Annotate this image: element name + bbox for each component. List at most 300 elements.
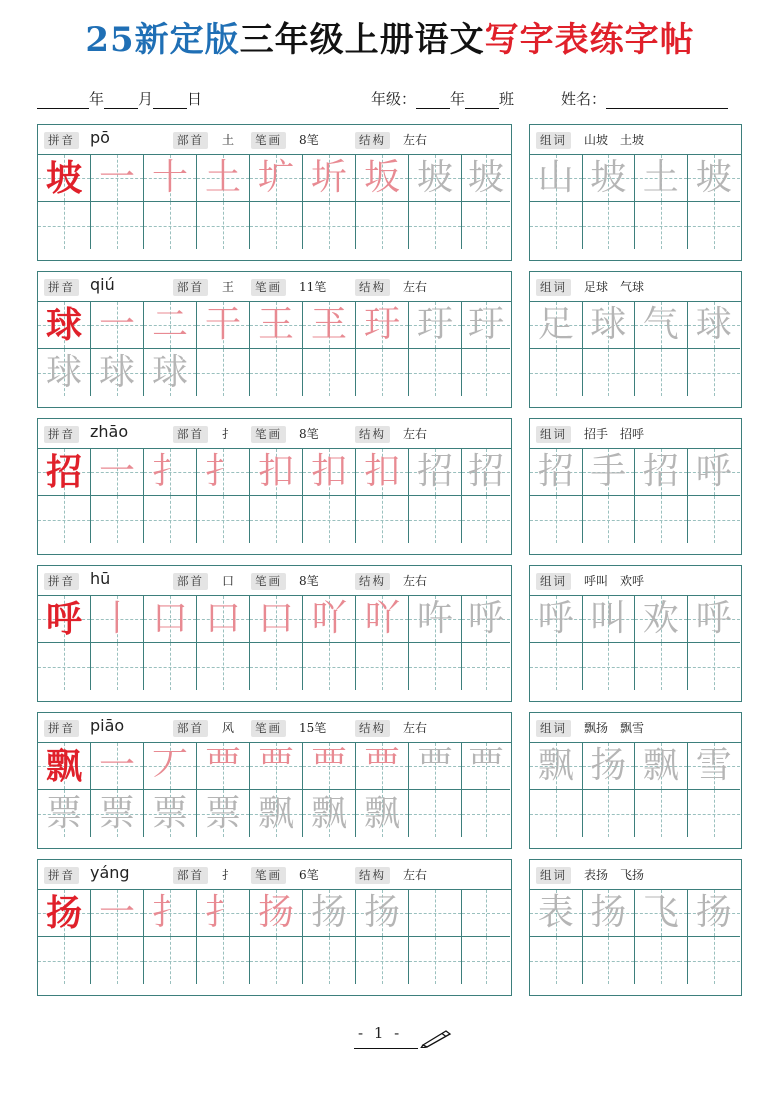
practice-cell[interactable] — [144, 743, 197, 790]
trace-character: 飘 — [257, 792, 294, 834]
words-header — [530, 125, 741, 155]
practice-cell[interactable] — [197, 890, 250, 937]
words-cell[interactable] — [635, 449, 688, 496]
practice-cell[interactable] — [91, 302, 144, 349]
grade-label: 年级： — [371, 90, 417, 108]
practice-cell[interactable] — [197, 790, 250, 837]
practice-cell[interactable] — [462, 449, 510, 496]
page-title — [0, 18, 780, 62]
words-cell[interactable] — [583, 743, 636, 790]
words-cell[interactable] — [635, 743, 688, 790]
practice-cell[interactable] — [409, 202, 462, 249]
trace-character: 玗 — [416, 304, 453, 345]
radical-value: 扌 — [222, 868, 235, 882]
practice-cell[interactable] — [144, 890, 197, 937]
title-part-2: 三年级上册语文 — [239, 20, 485, 60]
trace-character: 口 — [257, 598, 294, 639]
words-cell[interactable] — [635, 202, 688, 249]
words-cell[interactable] — [583, 496, 636, 543]
words-tag: 组词 — [536, 573, 571, 590]
words-header — [530, 272, 741, 302]
practice-cell[interactable] — [91, 155, 144, 202]
practice-cell[interactable] — [197, 155, 250, 202]
words-card-2 — [529, 271, 742, 408]
trace-character: 坡 — [416, 157, 453, 198]
practice-cell[interactable] — [356, 496, 409, 543]
trace-character: 扣 — [363, 451, 400, 492]
word-trace-character: 球 — [695, 304, 732, 345]
practice-cell[interactable] — [38, 643, 91, 690]
trace-character: 一 — [98, 304, 135, 345]
pinyin-value: hū — [90, 569, 111, 588]
strokes-tag: 笔画 — [251, 720, 286, 737]
trace-character: 呼 — [467, 598, 504, 639]
practice-cell[interactable] — [356, 743, 409, 790]
practice-cell[interactable] — [250, 496, 303, 543]
practice-cell[interactable] — [356, 449, 409, 496]
word-trace-character: 飞 — [642, 892, 679, 933]
structure-value: 左右 — [403, 574, 428, 588]
practice-cell[interactable] — [409, 302, 462, 349]
practice-cell[interactable] — [250, 890, 303, 937]
word-trace-character: 雪 — [695, 745, 732, 786]
words-cell[interactable] — [583, 202, 636, 249]
practice-cell[interactable] — [144, 496, 197, 543]
practice-cell[interactable] — [38, 937, 91, 984]
practice-cell[interactable] — [38, 449, 91, 496]
words-cell[interactable] — [530, 496, 583, 543]
practice-cell[interactable] — [462, 790, 510, 837]
words-cell[interactable] — [530, 890, 583, 937]
trace-character: 扬 — [363, 892, 400, 933]
words-cell[interactable] — [635, 496, 688, 543]
words-cell[interactable] — [688, 349, 741, 396]
practice-cell[interactable] — [462, 890, 510, 937]
words-cell[interactable] — [688, 790, 741, 837]
structure-tag: 结构 — [355, 573, 390, 590]
practice-cell[interactable] — [38, 790, 91, 837]
words-card-3 — [529, 418, 742, 555]
practice-cell[interactable] — [197, 937, 250, 984]
practice-cell[interactable] — [144, 349, 197, 396]
practice-cell[interactable] — [197, 202, 250, 249]
words-cell[interactable] — [635, 596, 688, 643]
words-card-4 — [529, 565, 742, 702]
words-cell[interactable] — [635, 349, 688, 396]
practice-cell[interactable] — [91, 596, 144, 643]
grade-year-label: 年 — [450, 90, 466, 108]
word-trace-character: 飘 — [537, 745, 574, 786]
practice-cell[interactable] — [197, 596, 250, 643]
words-cell[interactable] — [530, 349, 583, 396]
practice-cell[interactable] — [409, 449, 462, 496]
radical-value: 风 — [222, 721, 235, 735]
info-line — [37, 88, 740, 112]
words-cell[interactable] — [583, 890, 636, 937]
word-trace-character: 坡 — [695, 157, 732, 198]
words-cell[interactable] — [530, 643, 583, 690]
practice-cell[interactable] — [409, 349, 462, 396]
practice-cell[interactable] — [91, 643, 144, 690]
practice-cell[interactable] — [356, 890, 409, 937]
trace-character: 覀 — [257, 745, 294, 786]
trace-character: 王 — [257, 304, 294, 345]
trace-character: 干 — [204, 304, 241, 345]
practice-cell[interactable] — [303, 202, 356, 249]
day-label: 日 — [187, 90, 203, 108]
words-cell[interactable] — [688, 937, 741, 984]
practice-cell[interactable] — [91, 449, 144, 496]
words-value: 表扬 飞扬 — [584, 868, 645, 882]
practice-cell[interactable] — [91, 790, 144, 837]
practice-cell[interactable] — [197, 743, 250, 790]
words-cell[interactable] — [530, 302, 583, 349]
trace-character: 一 — [98, 451, 135, 492]
trace-character: 扌 — [151, 892, 188, 933]
words-cell[interactable] — [688, 155, 741, 202]
trace-character: 飘 — [310, 792, 347, 834]
word-trace-character: 手 — [590, 451, 627, 492]
practice-cell[interactable] — [303, 155, 356, 202]
trace-character: 招 — [416, 451, 453, 492]
words-cell[interactable] — [635, 937, 688, 984]
words-cell[interactable] — [688, 302, 741, 349]
card-header — [38, 566, 511, 596]
main-character: 招 — [45, 451, 82, 493]
practice-cell[interactable] — [356, 302, 409, 349]
trace-character: 丨 — [98, 598, 135, 639]
practice-cell[interactable] — [197, 302, 250, 349]
radical-tag: 部首 — [173, 867, 208, 884]
pinyin-tag: 拼音 — [44, 573, 79, 590]
word-trace-character: 呼 — [537, 598, 574, 639]
practice-cell[interactable] — [250, 155, 303, 202]
words-cell[interactable] — [583, 643, 636, 690]
trace-character: 一 — [98, 892, 135, 933]
main-character: 呼 — [45, 598, 82, 640]
words-card-6 — [529, 859, 742, 996]
trace-character: 吘 — [416, 598, 453, 639]
trace-character: 玗 — [363, 304, 400, 345]
words-cell[interactable] — [583, 302, 636, 349]
practice-cell[interactable] — [144, 596, 197, 643]
practice-cell[interactable] — [38, 743, 91, 790]
words-cell[interactable] — [530, 449, 583, 496]
words-value: 足球 气球 — [584, 280, 645, 294]
practice-cell[interactable] — [462, 596, 510, 643]
strokes-tag: 笔画 — [251, 132, 286, 149]
radical-tag: 部首 — [173, 426, 208, 443]
trace-character: 口 — [151, 598, 188, 639]
card-header — [38, 419, 511, 449]
words-cell[interactable] — [530, 596, 583, 643]
words-header — [530, 860, 741, 890]
structure-tag: 结构 — [355, 867, 390, 884]
practice-cell[interactable] — [356, 790, 409, 837]
practice-cell[interactable] — [250, 937, 303, 984]
practice-cell[interactable] — [144, 449, 197, 496]
practice-cell[interactable] — [462, 496, 510, 543]
words-cell[interactable] — [635, 155, 688, 202]
strokes-value: 8笔 — [299, 427, 319, 441]
practice-cell[interactable] — [356, 202, 409, 249]
practice-cell[interactable] — [250, 349, 303, 396]
practice-cell[interactable] — [38, 890, 91, 937]
practice-cell[interactable] — [144, 790, 197, 837]
word-trace-character: 气 — [642, 304, 679, 345]
words-header — [530, 566, 741, 596]
practice-cell[interactable] — [38, 302, 91, 349]
words-value: 山坡 土坡 — [584, 133, 645, 147]
month-label: 月 — [138, 90, 154, 108]
practice-cell[interactable] — [356, 937, 409, 984]
practice-cell[interactable] — [462, 643, 510, 690]
card-header — [38, 713, 511, 743]
title-part-3: 写字表练字帖 — [484, 20, 695, 60]
words-tag: 组词 — [536, 279, 571, 296]
practice-cell[interactable] — [409, 496, 462, 543]
words-cell[interactable] — [635, 302, 688, 349]
practice-cell[interactable] — [303, 790, 356, 837]
practice-card-2 — [37, 271, 512, 408]
radical-tag: 部首 — [173, 279, 208, 296]
trace-character: 吖 — [363, 598, 400, 639]
words-cell[interactable] — [583, 349, 636, 396]
trace-character: 扌 — [151, 451, 188, 492]
word-trace-character: 表 — [537, 892, 574, 933]
strokes-value: 11笔 — [299, 280, 327, 294]
practice-card-1 — [37, 124, 512, 261]
words-cell[interactable] — [635, 790, 688, 837]
practice-cell[interactable] — [197, 349, 250, 396]
practice-cell[interactable] — [91, 496, 144, 543]
practice-cell[interactable] — [409, 790, 462, 837]
strokes-tag: 笔画 — [251, 426, 286, 443]
words-value: 呼叫 欢呼 — [584, 574, 645, 588]
practice-cell[interactable] — [303, 496, 356, 543]
words-value: 飘扬 飘雪 — [584, 721, 645, 735]
practice-cell[interactable] — [38, 496, 91, 543]
practice-cell[interactable] — [356, 596, 409, 643]
words-card-1 — [529, 124, 742, 261]
word-trace-character: 球 — [590, 304, 627, 345]
trace-character: 扣 — [310, 451, 347, 492]
words-tag: 组词 — [536, 132, 571, 149]
word-trace-character: 招 — [642, 451, 679, 492]
word-trace-character: 欢 — [642, 598, 679, 639]
practice-cell[interactable] — [462, 202, 510, 249]
practice-cell[interactable] — [250, 743, 303, 790]
trace-character: 票 — [204, 792, 241, 834]
trace-character: 飘 — [363, 792, 400, 834]
date-field[interactable] — [37, 88, 202, 109]
practice-cell[interactable] — [303, 643, 356, 690]
words-cell[interactable] — [688, 643, 741, 690]
practice-cell[interactable] — [356, 349, 409, 396]
practice-cell[interactable] — [197, 449, 250, 496]
words-cell[interactable] — [530, 155, 583, 202]
words-cell[interactable] — [688, 496, 741, 543]
words-cell[interactable] — [583, 449, 636, 496]
grade-field[interactable] — [371, 88, 514, 109]
trace-character: 覀 — [204, 745, 241, 786]
trace-character: 票 — [45, 792, 82, 834]
practice-cell[interactable] — [144, 302, 197, 349]
practice-cell[interactable] — [303, 596, 356, 643]
practice-cell[interactable] — [303, 743, 356, 790]
main-character: 扬 — [45, 892, 82, 934]
practice-cell[interactable] — [144, 155, 197, 202]
words-cell[interactable] — [635, 643, 688, 690]
practice-cell[interactable] — [197, 496, 250, 543]
radical-tag: 部首 — [173, 720, 208, 737]
practice-cell[interactable] — [409, 596, 462, 643]
pinyin-tag: 拼音 — [44, 132, 79, 149]
strokes-tag: 笔画 — [251, 867, 286, 884]
trace-character: 覀 — [467, 745, 504, 786]
words-cell[interactable] — [635, 890, 688, 937]
word-trace-character: 土 — [642, 157, 679, 198]
structure-value: 左右 — [403, 721, 428, 735]
practice-cell[interactable] — [303, 890, 356, 937]
practice-cell[interactable] — [409, 890, 462, 937]
practice-cell[interactable] — [250, 302, 303, 349]
trace-character: 吖 — [310, 598, 347, 639]
practice-cell[interactable] — [409, 643, 462, 690]
practice-cell[interactable] — [462, 743, 510, 790]
practice-cell[interactable] — [38, 202, 91, 249]
trace-character: 二 — [151, 304, 188, 345]
practice-cell[interactable] — [462, 155, 510, 202]
words-cell[interactable] — [583, 155, 636, 202]
trace-character: 一 — [98, 745, 135, 786]
trace-character: 覀 — [416, 745, 453, 786]
practice-cell[interactable] — [144, 937, 197, 984]
radical-value: 土 — [222, 133, 235, 147]
practice-cell[interactable] — [197, 643, 250, 690]
words-cell[interactable] — [530, 790, 583, 837]
strokes-value: 15笔 — [299, 721, 327, 735]
pinyin-tag: 拼音 — [44, 426, 79, 443]
trace-character: 土 — [204, 157, 241, 198]
year-label: 年 — [89, 90, 105, 108]
structure-value: 左右 — [403, 868, 428, 882]
words-cell[interactable] — [688, 449, 741, 496]
practice-cell[interactable] — [303, 937, 356, 984]
pen-icon — [420, 1028, 454, 1048]
main-character: 球 — [45, 304, 82, 346]
practice-cell[interactable] — [409, 743, 462, 790]
words-tag: 组词 — [536, 867, 571, 884]
practice-cell[interactable] — [462, 349, 510, 396]
practice-cell[interactable] — [303, 349, 356, 396]
word-trace-character: 扬 — [695, 892, 732, 933]
main-character: 坡 — [45, 157, 82, 199]
name-field[interactable] — [561, 88, 728, 109]
practice-cell[interactable] — [91, 890, 144, 937]
radical-tag: 部首 — [173, 573, 208, 590]
practice-cell[interactable] — [144, 202, 197, 249]
trace-character: 圹 — [257, 157, 294, 198]
class-label: 班 — [499, 90, 515, 108]
practice-cell[interactable] — [38, 596, 91, 643]
word-trace-character: 坡 — [590, 157, 627, 198]
practice-cell[interactable] — [91, 202, 144, 249]
radical-value: 口 — [222, 574, 235, 588]
trace-character: 一 — [98, 157, 135, 198]
practice-card-6 — [37, 859, 512, 996]
trace-character: 覀 — [363, 745, 400, 786]
practice-cell[interactable] — [250, 449, 303, 496]
pinyin-tag: 拼音 — [44, 279, 79, 296]
practice-cell[interactable] — [462, 302, 510, 349]
practice-cell[interactable] — [356, 643, 409, 690]
trace-character: 票 — [151, 792, 188, 834]
practice-cell[interactable] — [250, 202, 303, 249]
practice-cell[interactable] — [409, 155, 462, 202]
structure-tag: 结构 — [355, 132, 390, 149]
trace-character: 坡 — [467, 157, 504, 198]
pinyin-tag: 拼音 — [44, 867, 79, 884]
practice-cell[interactable] — [144, 643, 197, 690]
words-cell[interactable] — [688, 743, 741, 790]
practice-cell[interactable] — [38, 349, 91, 396]
title-part-1: 25新定版 — [85, 20, 240, 60]
structure-tag: 结构 — [355, 426, 390, 443]
trace-character: 扌 — [204, 451, 241, 492]
word-trace-character: 扬 — [590, 892, 627, 933]
words-cell[interactable] — [530, 743, 583, 790]
words-card-5 — [529, 712, 742, 849]
words-cell[interactable] — [583, 596, 636, 643]
practice-cell[interactable] — [250, 596, 303, 643]
word-trace-character: 呼 — [695, 451, 732, 492]
practice-cell[interactable] — [91, 937, 144, 984]
trace-character: 坂 — [363, 157, 400, 198]
strokes-tag: 笔画 — [251, 573, 286, 590]
words-value: 招手 招呼 — [584, 427, 645, 441]
practice-cell[interactable] — [250, 790, 303, 837]
practice-cell[interactable] — [409, 937, 462, 984]
words-cell[interactable] — [688, 890, 741, 937]
words-cell[interactable] — [530, 937, 583, 984]
words-cell[interactable] — [688, 202, 741, 249]
practice-cell[interactable] — [462, 937, 510, 984]
words-cell[interactable] — [530, 202, 583, 249]
strokes-value: 8笔 — [299, 133, 319, 147]
practice-cell[interactable] — [91, 743, 144, 790]
practice-cell[interactable] — [303, 302, 356, 349]
practice-cell[interactable] — [250, 643, 303, 690]
practice-cell[interactable] — [356, 155, 409, 202]
main-character: 飘 — [45, 745, 82, 787]
words-cell[interactable] — [688, 596, 741, 643]
trace-character: 丆 — [151, 745, 188, 786]
words-header — [530, 713, 741, 743]
pinyin-value: piāo — [90, 716, 125, 735]
trace-character: 招 — [467, 451, 504, 492]
practice-cell[interactable] — [38, 155, 91, 202]
words-cell[interactable] — [583, 790, 636, 837]
pinyin-value: pō — [90, 128, 110, 147]
name-label: 姓名： — [561, 90, 607, 108]
practice-cell[interactable] — [303, 449, 356, 496]
strokes-value: 8笔 — [299, 574, 319, 588]
words-cell[interactable] — [583, 937, 636, 984]
practice-cell[interactable] — [91, 349, 144, 396]
trace-character: 覀 — [310, 745, 347, 786]
trace-character: 扬 — [310, 892, 347, 933]
